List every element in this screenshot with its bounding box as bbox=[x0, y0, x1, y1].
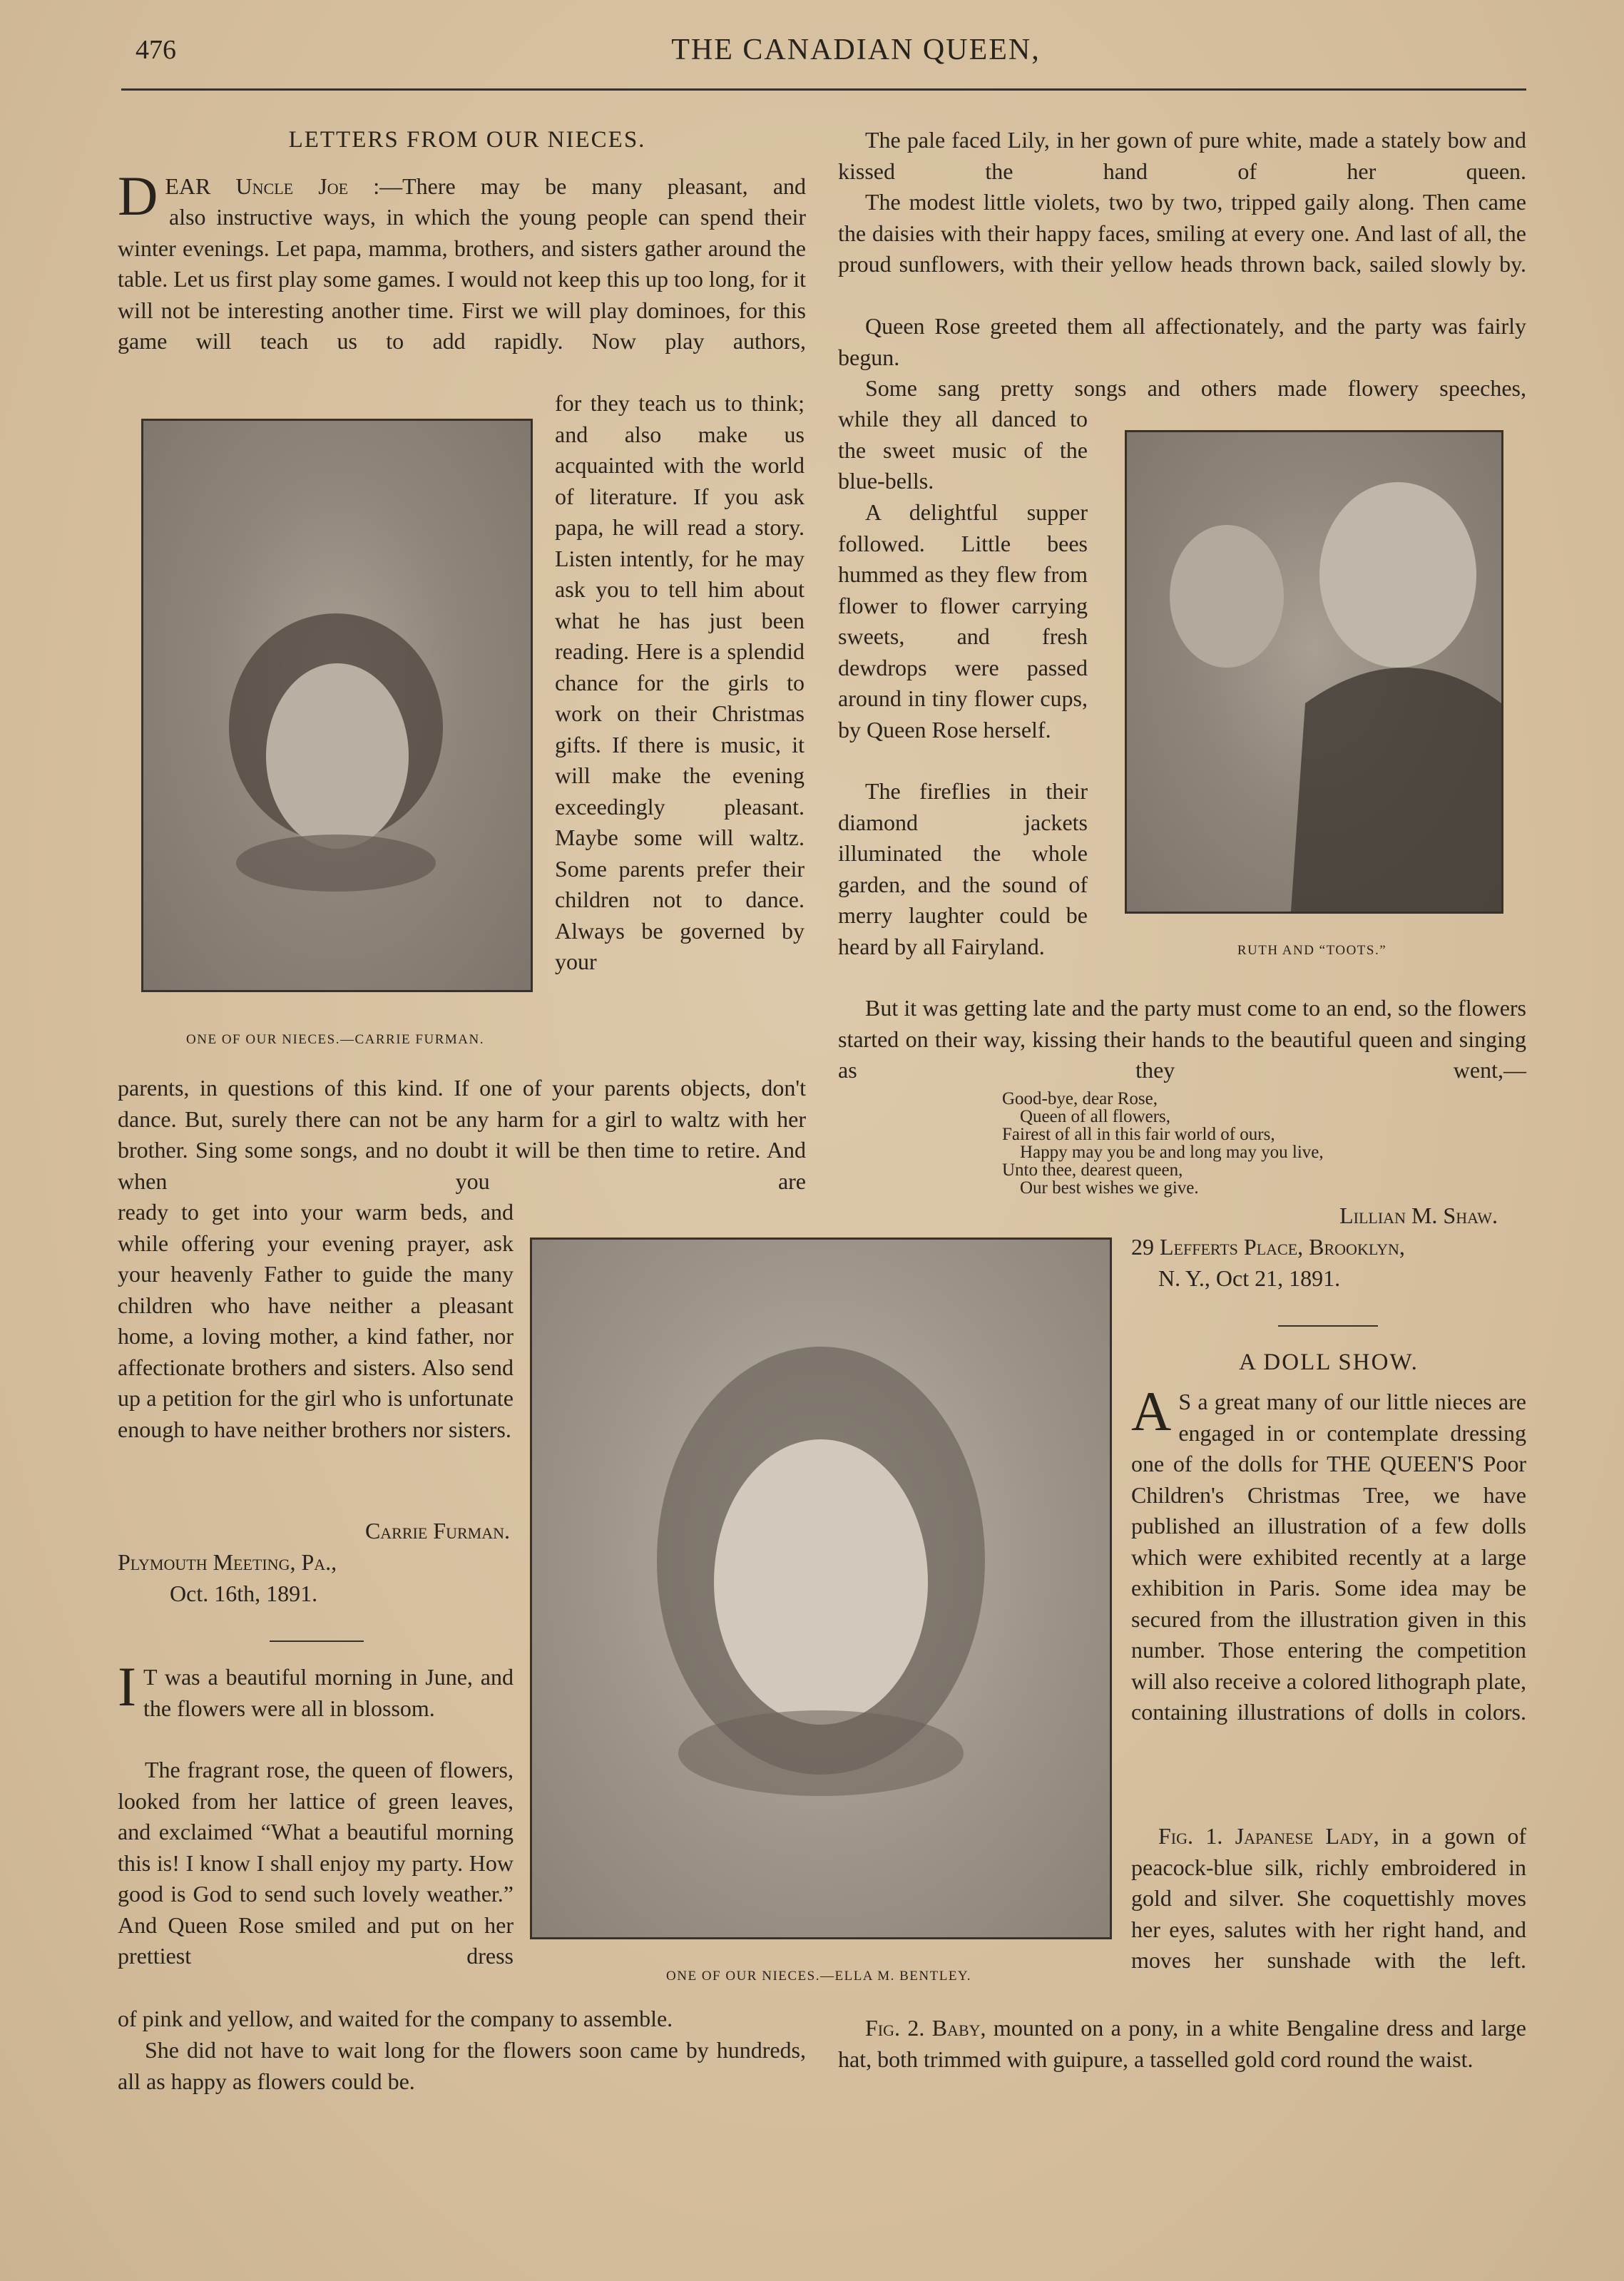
portrait-illustration bbox=[532, 1240, 1110, 1937]
story-opening: I T was a beautiful morning in June, and the flowers were all in blossom. bbox=[118, 1655, 514, 1721]
carrie-letter-opening: DEAR Uncle Joe :—There may be many pleasant, and bbox=[118, 165, 807, 227]
story-rose-wide: of pink and yellow, and waited for the company to assemble. bbox=[118, 2006, 673, 2031]
doll-show-intro: A S a great many of our little nieces are engaged in or contemplate dressing one of the dolls for THE QUEEN'S Poor Children's Christmas Tree, we have published an illustration of a few dolls which were exhibited recently at a large exhibition in Paris. Some idea may be secured from the illustration given in this number. Those entering the competition will also receive a colored lithograph plate, containing illustrations of dolls in colors. bbox=[1131, 1380, 1526, 1725]
photo-ella-bentley bbox=[530, 1238, 1112, 1939]
story-greeted: Queen Rose greeted them all affectionately, and the party was fairly begun. bbox=[838, 313, 1526, 370]
story-ending: But it was getting late and the party must come to an end, so the flowers started on their way, kissing their hands to the beautiful queen and singing as they went,— bbox=[838, 995, 1526, 1083]
poem-line: Our best wishes we give. bbox=[1020, 1178, 1199, 1198]
poem-line: Unto thee, dearest queen, bbox=[1002, 1160, 1183, 1180]
drop-cap-i: I bbox=[118, 1655, 136, 1718]
poem-line: Fairest of all in this fair world of ours, bbox=[1002, 1125, 1275, 1144]
story-waiting: She did not have to wait long for the flowers soon came by hundreds, all as happy as flowers could be. bbox=[118, 2037, 806, 2094]
section-rule-right bbox=[1278, 1325, 1378, 1327]
story-songs-narrow: while they all danced to the sweet music of the blue-bells. bbox=[838, 406, 1088, 494]
lillian-place: 29 Lefferts Place, Brooklyn, bbox=[1131, 1234, 1405, 1260]
story-rose-narrow: The fragrant rose, the queen of flowers, looked from her lattice of green leaves, and exclaimed “What a beautiful morning this is! I know I shall enjoy my party. How good is God to send such lovely weather.” And Queen Rose smiled and put on her prettiest dress bbox=[118, 1757, 514, 1969]
section-rule-left bbox=[270, 1640, 364, 1642]
story-supper: A delightful supper followed. Little bees hummed as they flew from flower to flower carrying sweets, and fresh dewdrops were passed around in tiny flower cups, by Queen Rose herself. bbox=[838, 499, 1088, 743]
poem-line: Good-bye, dear Rose, bbox=[1002, 1089, 1158, 1108]
lillian-date: N. Y., Oct 21, 1891. bbox=[1158, 1265, 1341, 1291]
photo-ruth-and-toots bbox=[1125, 430, 1503, 914]
photo-carrie-furman bbox=[141, 419, 533, 992]
carrie-letter-wide-2: parents, in questions of this kind. If one of your parents objects, don't dance. But, surely there can not be any harm for a girl to waltz with her brother. Sing some songs, and no doubt it will be then time to retire. And when you are bbox=[118, 1075, 806, 1194]
story-lily: The pale faced Lily, in her gown of pure white, made a stately bow and kissed the hand of her queen. bbox=[838, 127, 1526, 184]
drop-cap-d: D bbox=[118, 165, 158, 227]
poem-line: Queen of all flowers, bbox=[1020, 1107, 1171, 1126]
lillian-signature: Lillian M. Shaw. bbox=[1339, 1203, 1498, 1228]
caption-carrie-furman: ONE OF OUR NIECES.—CARRIE FURMAN. bbox=[186, 1032, 484, 1047]
story-violets: The modest little violets, two by two, tripped gaily along. Then came the daisies with their happy faces, smiling at every one. And last of all, the proud sunflowers, with their yellow heads thrown back, sailed slowly by. bbox=[838, 189, 1526, 277]
carrie-place: Plymouth Meeting, Pa., bbox=[118, 1549, 337, 1575]
story-fireflies: The fireflies in their diamond jackets illuminated the whole garden, and the sound of merry laughter could be heard by all Fairyland. bbox=[838, 778, 1088, 959]
carrie-letter-wide-1: also instructive ways, in which the young people can spend their winter evenings. Let papa, mamma, brothers, and sisters gather around the table. Let us first play some games. I would not keep this up too long, for it will not be interesting another time. First we will play dominoes, for this game will teach us to add rapidly. Now play authors, bbox=[118, 204, 806, 354]
doll-fig-2: Fig. 2. Baby, mounted on a pony, in a white Bengaline dress and large hat, both trimmed with guipure, a tasselled gold cord round the waist. bbox=[838, 2015, 1526, 2072]
carrie-date: Oct. 16th, 1891. bbox=[170, 1581, 318, 1606]
letters-heading: LETTERS FROM OUR NIECES. bbox=[288, 127, 646, 153]
portrait-illustration bbox=[1127, 432, 1501, 912]
poem-line: Happy may you be and long may you live, bbox=[1020, 1143, 1324, 1162]
story-songs-wide: Some sang pretty songs and others made flowery speeches, bbox=[865, 375, 1526, 401]
header-rule bbox=[121, 88, 1526, 91]
carrie-letter-narrow-2: ready to get into your warm beds, and while offering your evening prayer, ask your heavenly Father to guide the many children who have neither a pleasant home, a loving mother, a kind father, nor affectionate brothers and sisters. Also send up a petition for the girl who is unfortunate enough to have neither brothers nor sisters. bbox=[118, 1199, 514, 1442]
portrait-illustration bbox=[143, 421, 531, 990]
running-title: THE CANADIAN QUEEN, bbox=[671, 34, 1041, 66]
carrie-signature: Carrie Furman. bbox=[364, 1518, 510, 1543]
page-number: 476 bbox=[136, 35, 176, 65]
caption-ella-bentley: ONE OF OUR NIECES.—ELLA M. BENTLEY. bbox=[666, 1969, 971, 1984]
carrie-letter-narrow-1: for they teach us to think; and also make us acquainted with the world of literature. If you ask papa, he will read a story. Listen intently, for he may ask you to tell him about what he has just been reading. Here is a splendid chance for the girls to work on their Christmas gifts. If there is music, it will make the evening exceedingly pleasant. Maybe some will waltz. Some parents prefer their children not to dance. Always be governed by your bbox=[555, 390, 805, 974]
drop-cap-a: A bbox=[1131, 1380, 1172, 1442]
doll-fig-1: Fig. 1. Japanese Lady, in a gown of peacock-blue silk, richly embroidered in gold and silver. She coquettishly moves her eyes, salutes with her right hand, and moves her sunshade with the left. bbox=[1131, 1823, 1527, 1973]
caption-ruth-and-toots: RUTH AND “TOOTS.” bbox=[1237, 943, 1387, 958]
doll-show-heading: A DOLL SHOW. bbox=[1239, 1349, 1419, 1375]
